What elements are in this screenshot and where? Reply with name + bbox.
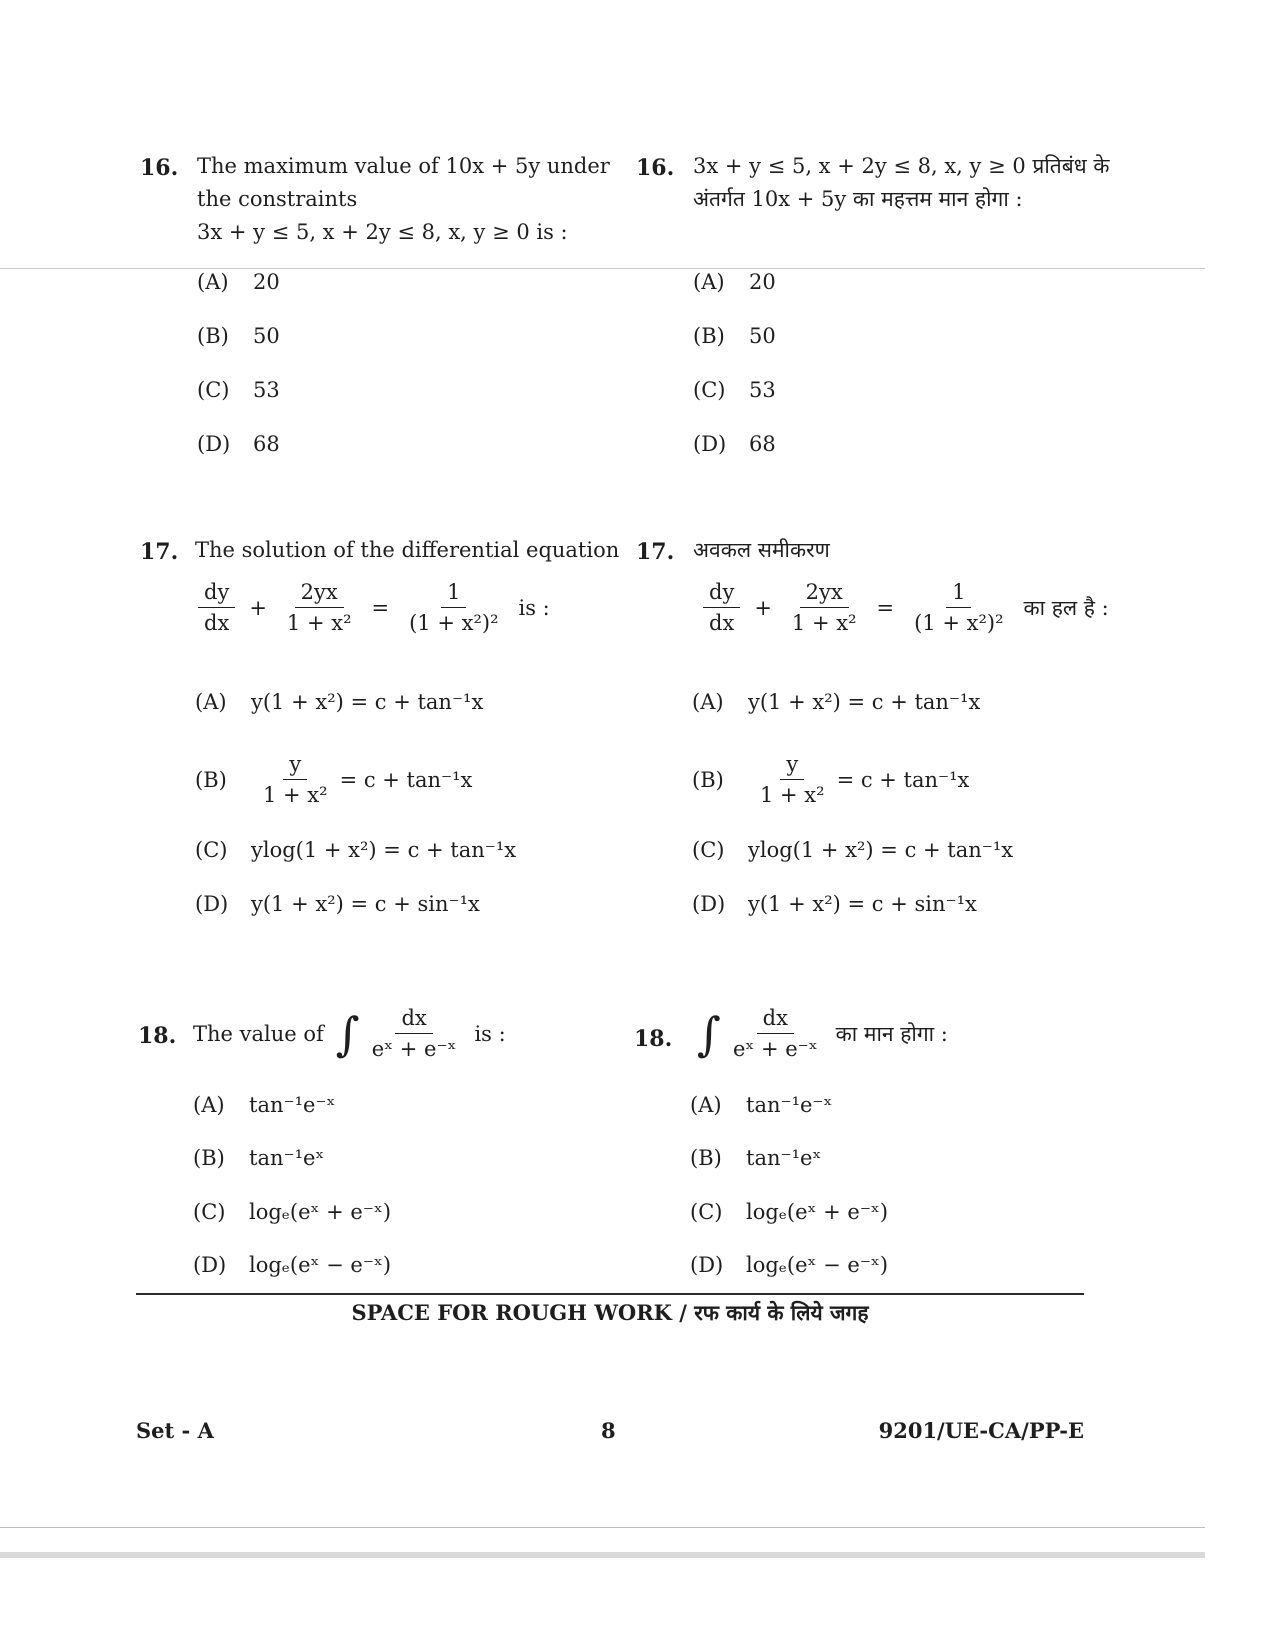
option-label: (B) <box>193 1146 225 1170</box>
option-label: (A) <box>690 1093 722 1117</box>
numerator: y <box>283 752 307 780</box>
q18-option-a-en <box>193 1093 335 1117</box>
option-value: y(1 + x²) = c + sin⁻¹x <box>748 892 977 916</box>
denominator: 1 + x² <box>760 783 825 807</box>
option-label: (D) <box>193 1253 227 1277</box>
option-fraction <box>257 752 334 807</box>
q18-text-en <box>193 1006 506 1061</box>
option-label: (C) <box>690 1200 723 1224</box>
numerator: dy <box>198 580 235 608</box>
option-value: logₑ(eˣ + e⁻ˣ) <box>746 1200 889 1224</box>
fraction-one <box>403 580 504 635</box>
option-label: (C) <box>693 378 726 402</box>
page-number: 8 <box>601 1418 616 1443</box>
option-value: 50 <box>749 324 776 348</box>
denominator: dx <box>709 611 735 635</box>
q16-text-hi-line1: 3x + y ≤ 5, x + 2y ≤ 8, x, y ≥ 0 प्रतिबंध के <box>693 154 1110 178</box>
option-label: (A) <box>195 690 227 714</box>
option-label: (D) <box>195 892 229 916</box>
fraction-2yx <box>786 580 863 635</box>
option-value: tan⁻¹e⁻ˣ <box>746 1093 833 1117</box>
q17-option-c-en <box>195 838 516 862</box>
q17-number-en: 17. <box>140 539 179 565</box>
q16-number-hi: 16. <box>636 155 675 181</box>
option-value: ylog(1 + x²) = c + tan⁻¹x <box>748 838 1014 862</box>
scan-line <box>0 268 1205 269</box>
q16-number-en: 16. <box>140 155 179 181</box>
plus-sign: + <box>249 595 267 620</box>
option-value: y(1 + x²) = c + tan⁻¹x <box>748 690 981 714</box>
denominator: 1 + x² <box>263 783 328 807</box>
option-label: (C) <box>197 378 230 402</box>
fraction-dy-dx <box>703 580 740 635</box>
q18-fraction <box>727 1006 824 1061</box>
numerator: 2yx <box>295 580 344 608</box>
q16-option-c-hi <box>693 378 776 402</box>
option-label: (A) <box>193 1093 225 1117</box>
option-value: y(1 + x²) = c + tan⁻¹x <box>251 690 484 714</box>
integral-sign: ∫ <box>335 1006 360 1061</box>
q18-number-en: 18. <box>138 1023 177 1049</box>
option-label: (A) <box>197 270 229 294</box>
q17-number-hi: 17. <box>636 539 675 565</box>
option-label: (C) <box>195 838 228 862</box>
q17-equation-en <box>192 580 550 635</box>
q18-suffix-en: is : <box>474 1021 506 1046</box>
denominator: (1 + x²)² <box>914 611 1004 635</box>
numerator: dx <box>757 1006 794 1034</box>
option-label: (D) <box>693 432 727 456</box>
option-label: (D) <box>690 1253 724 1277</box>
q16-option-b-en <box>197 324 280 348</box>
option-label: (B) <box>197 324 229 348</box>
option-label: (B) <box>690 1146 722 1170</box>
equals-sign: = <box>371 595 390 620</box>
q18-option-c-hi <box>690 1200 888 1224</box>
fraction-dy-dx <box>198 580 235 635</box>
option-label: (A) <box>692 690 724 714</box>
option-value: 68 <box>749 432 776 456</box>
scan-line <box>0 1527 1205 1528</box>
option-value: ylog(1 + x²) = c + tan⁻¹x <box>251 838 517 862</box>
fraction-one <box>908 580 1009 635</box>
option-label: (D) <box>692 892 726 916</box>
option-value: 53 <box>253 378 280 402</box>
equals-sign: = <box>876 595 895 620</box>
option-value: logₑ(eˣ + e⁻ˣ) <box>249 1200 392 1224</box>
q17-option-b-en <box>195 752 472 807</box>
q17-option-a-hi <box>692 690 980 714</box>
q16-option-c-en <box>197 378 280 402</box>
denominator: eˣ + e⁻ˣ <box>371 1037 457 1061</box>
scan-edge <box>0 1552 1205 1558</box>
q18-suffix-hi: का मान होगा : <box>835 1021 948 1046</box>
option-value: 20 <box>749 270 776 294</box>
integral-sign: ∫ <box>697 1006 721 1061</box>
q18-option-c-en <box>193 1200 391 1224</box>
q16-option-d-hi <box>693 432 776 456</box>
q17-option-b-hi <box>692 752 969 807</box>
q16-text-hi-line2: अंतर्गत 10x + 5y का महत्तम मान होगा : <box>693 187 1023 211</box>
q17-option-d-en <box>195 892 480 916</box>
fraction-2yx <box>281 580 358 635</box>
q16-text-en-line3: 3x + y ≤ 5, x + 2y ≤ 8, x, y ≥ 0 is : <box>197 220 568 244</box>
option-label: (A) <box>693 270 725 294</box>
rough-work-divider <box>136 1293 1084 1295</box>
set-label: Set - A <box>136 1418 214 1443</box>
option-value: tan⁻¹eˣ <box>249 1146 325 1170</box>
numerator: 2yx <box>800 580 849 608</box>
numerator: 1 <box>946 580 971 608</box>
q16-option-a-en <box>197 270 280 294</box>
option-label: (C) <box>692 838 725 862</box>
option-value: tan⁻¹eˣ <box>746 1146 822 1170</box>
option-label: (D) <box>197 432 231 456</box>
option-label: (C) <box>193 1200 226 1224</box>
option-value: 53 <box>749 378 776 402</box>
option-value: = c + tan⁻¹x <box>339 767 473 792</box>
denominator: dx <box>204 611 230 635</box>
option-label: (B) <box>692 767 724 792</box>
numerator: dy <box>703 580 740 608</box>
q18-prefix-en: The value of <box>193 1021 324 1046</box>
q18-option-d-en <box>193 1253 391 1277</box>
q16-option-b-hi <box>693 324 776 348</box>
q18-option-d-hi <box>690 1253 888 1277</box>
option-label: (B) <box>195 767 227 792</box>
q17-suffix-en: is : <box>518 595 550 620</box>
q18-number-hi: 18. <box>634 1026 673 1052</box>
option-value: = c + tan⁻¹x <box>836 767 970 792</box>
q18-text-hi <box>697 1006 948 1061</box>
numerator: dx <box>395 1006 432 1034</box>
numerator: 1 <box>441 580 466 608</box>
q16-option-a-hi <box>693 270 776 294</box>
q18-fraction <box>366 1006 463 1061</box>
denominator: 1 + x² <box>791 611 857 635</box>
rough-work-label: SPACE FOR ROUGH WORK / रफ कार्य के लिये जगह <box>351 1300 869 1325</box>
plus-sign: + <box>754 595 772 620</box>
q17-option-c-hi <box>692 838 1013 862</box>
numerator: y <box>780 752 804 780</box>
q17-option-a-en <box>195 690 483 714</box>
q17-option-d-hi <box>692 892 977 916</box>
q17-suffix-hi: का हल है : <box>1023 595 1109 620</box>
option-value: logₑ(eˣ − e⁻ˣ) <box>746 1253 889 1277</box>
q17-equation-hi <box>697 580 1109 635</box>
q16-text-en-line2: the constraints <box>197 187 358 211</box>
option-value: 20 <box>253 270 280 294</box>
option-value: logₑ(eˣ − e⁻ˣ) <box>249 1253 392 1277</box>
option-label: (B) <box>693 324 725 348</box>
q16-option-d-en <box>197 432 280 456</box>
paper-code: 9201/UE-CA/PP-E <box>878 1418 1084 1443</box>
denominator: 1 + x² <box>286 611 352 635</box>
q18-option-b-hi <box>690 1146 821 1170</box>
option-value: 68 <box>253 432 280 456</box>
denominator: (1 + x²)² <box>409 611 499 635</box>
option-fraction <box>754 752 831 807</box>
option-value: tan⁻¹e⁻ˣ <box>249 1093 336 1117</box>
option-value: 50 <box>253 324 280 348</box>
option-value: y(1 + x²) = c + sin⁻¹x <box>251 892 480 916</box>
q18-option-a-hi <box>690 1093 832 1117</box>
q17-text-en: The solution of the differential equation <box>195 538 620 562</box>
q18-option-b-en <box>193 1146 324 1170</box>
denominator: eˣ + e⁻ˣ <box>732 1037 818 1061</box>
q17-text-hi: अवकल समीकरण <box>693 538 830 562</box>
q16-text-en-line1: The maximum value of 10x + 5y under <box>197 154 610 178</box>
